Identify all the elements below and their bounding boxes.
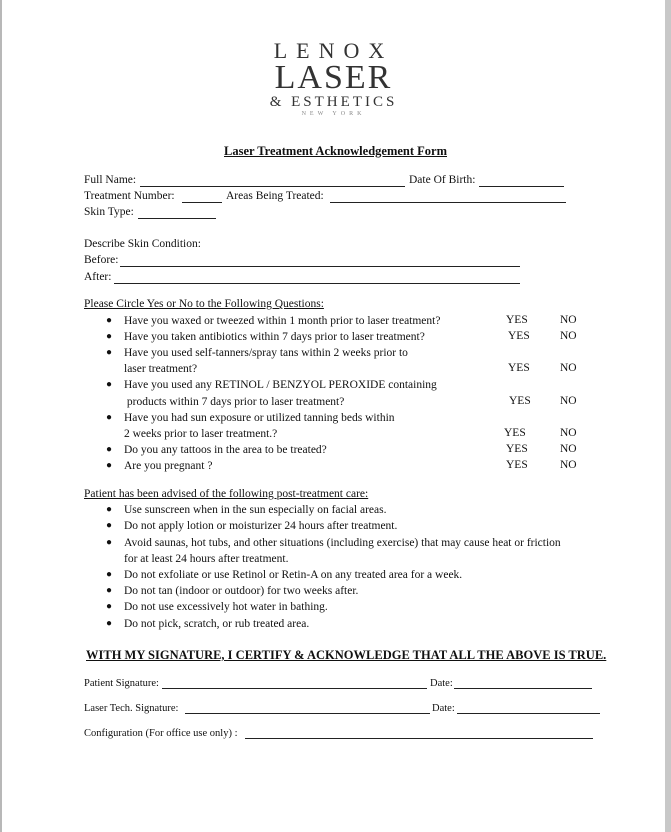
bullet-icon: ● xyxy=(106,444,113,455)
patient-signature-field[interactable] xyxy=(162,688,427,689)
care-item-2: Do not apply lotion or moisturizer 24 hours after treatment. xyxy=(124,520,398,532)
question-4-cont: products within 7 days prior to laser treatment? xyxy=(124,396,345,408)
bullet-icon: ● xyxy=(106,537,113,548)
question-4: Have you used any RETINOL / BENZYOL PEROXIDE containing xyxy=(124,379,437,391)
skin-type-field[interactable] xyxy=(138,218,216,219)
tech-date-label: Date: xyxy=(432,703,455,714)
question-5-cont: 2 weeks prior to laser treatment.? xyxy=(124,428,278,440)
logo-line4: NEW YORK xyxy=(301,111,366,117)
question-3-no[interactable]: NO xyxy=(560,362,577,374)
question-4-no[interactable]: NO xyxy=(560,395,577,407)
skin-type-label: Skin Type: xyxy=(84,206,134,218)
question-5: Have you had sun exposure or utilized tanning beds within xyxy=(124,412,395,424)
care-item-5: Do not tan (indoor or outdoor) for two weeks after. xyxy=(124,585,359,597)
bullet-icon: ● xyxy=(106,569,113,580)
tech-signature-field[interactable] xyxy=(185,713,430,714)
patient-date-label: Date: xyxy=(430,678,453,689)
dob-field[interactable] xyxy=(479,186,564,187)
care-item-4: Do not exfoliate or use Retinol or Retin-A on any treated area for a week. xyxy=(124,569,463,581)
care-item-3-cont: for at least 24 hours after treatment. xyxy=(124,553,289,565)
question-6-yes[interactable]: YES xyxy=(506,443,528,455)
question-6-no[interactable]: NO xyxy=(560,443,577,455)
areas-treated-label: Areas Being Treated: xyxy=(226,190,324,202)
question-3-yes[interactable]: YES xyxy=(508,362,530,374)
question-7-no[interactable]: NO xyxy=(560,459,577,471)
after-field[interactable] xyxy=(114,283,520,284)
bullet-icon: ● xyxy=(106,601,113,612)
question-7: Are you pregnant ? xyxy=(124,460,213,472)
question-1-no[interactable]: NO xyxy=(560,314,577,326)
bullet-icon: ● xyxy=(106,412,113,423)
questions-heading: Please Circle Yes or No to the Following Questions: xyxy=(84,298,324,310)
lenox-laser-logo xyxy=(2,40,665,118)
question-5-yes[interactable]: YES xyxy=(504,427,526,439)
question-5-no[interactable]: NO xyxy=(560,427,577,439)
bullet-icon: ● xyxy=(106,460,113,471)
bullet-icon: ● xyxy=(106,331,113,342)
certify-statement: WITH MY SIGNATURE, I CERTIFY & ACKNOWLEDGE THAT ALL THE ABOVE IS TRUE. xyxy=(86,648,607,662)
config-field[interactable] xyxy=(245,738,593,739)
bullet-icon: ● xyxy=(106,347,113,358)
question-6: Do you any tattoos in the area to be treated? xyxy=(124,444,327,456)
dob-label: Date Of Birth: xyxy=(409,174,476,186)
question-2-no[interactable]: NO xyxy=(560,330,577,342)
bullet-icon: ● xyxy=(106,379,113,390)
tech-date-field[interactable] xyxy=(457,713,600,714)
full-name-field[interactable] xyxy=(140,186,405,187)
before-field[interactable] xyxy=(120,266,520,267)
bullet-icon: ● xyxy=(106,520,113,531)
describe-label: Describe Skin Condition: xyxy=(84,238,201,250)
care-heading: Patient has been advised of the following post-treatment care: xyxy=(84,488,369,500)
full-name-label: Full Name: xyxy=(84,174,137,186)
question-1: Have you waxed or tweezed within 1 month prior to laser treatment? xyxy=(124,315,441,327)
bullet-icon: ● xyxy=(106,618,113,629)
question-1-yes[interactable]: YES xyxy=(506,314,528,326)
question-2-yes[interactable]: YES xyxy=(508,330,530,342)
question-7-yes[interactable]: YES xyxy=(506,459,528,471)
logo-line3: & ESTHETICS xyxy=(269,94,398,110)
bullet-icon: ● xyxy=(106,315,113,326)
treatment-number-field[interactable] xyxy=(182,202,222,203)
after-label: After: xyxy=(84,271,112,283)
logo-line2: LASER xyxy=(274,59,393,96)
config-label: Configuration (For office use only) : xyxy=(84,728,238,739)
form-title: Laser Treatment Acknowledgement Form xyxy=(224,144,447,158)
tech-signature-label: Laser Tech. Signature: xyxy=(84,703,179,714)
care-item-7: Do not pick, scratch, or rub treated area. xyxy=(124,618,310,630)
care-item-3: Avoid saunas, hot tubs, and other situations (including exercise) that may cause heat or friction xyxy=(124,537,561,549)
patient-date-field[interactable] xyxy=(454,688,592,689)
question-3-cont: laser treatment? xyxy=(124,363,198,375)
bullet-icon: ● xyxy=(106,504,113,515)
care-item-1: Use sunscreen when in the sun especially on facial areas. xyxy=(124,504,387,516)
areas-treated-field[interactable] xyxy=(330,202,566,203)
bullet-icon: ● xyxy=(106,585,113,596)
question-2: Have you taken antibiotics within 7 days prior to laser treatment? xyxy=(124,331,425,343)
treatment-number-label: Treatment Number: xyxy=(84,190,175,202)
patient-signature-label: Patient Signature: xyxy=(84,678,159,689)
question-4-yes[interactable]: YES xyxy=(509,395,531,407)
logo-line1: LENOX xyxy=(273,38,394,63)
question-3: Have you used self-tanners/spray tans within 2 weeks prior to xyxy=(124,347,408,359)
before-label: Before: xyxy=(84,254,119,266)
care-item-6: Do not use excessively hot water in bathing. xyxy=(124,601,328,613)
